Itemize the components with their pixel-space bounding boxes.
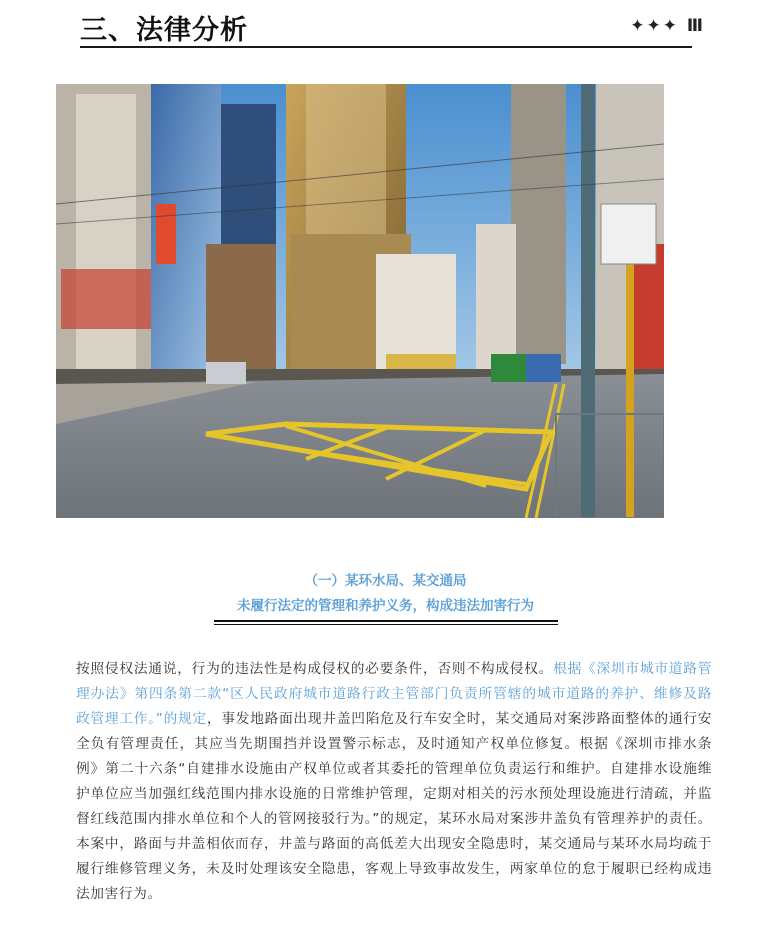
subheading-double-rule	[214, 620, 558, 625]
body-paragraph	[76, 657, 712, 907]
subheading-line-2: 未履行法定的管理和养护义务，构成违法加害行为	[237, 598, 534, 614]
subheading-line-1: （一）某环水局、某交通局	[304, 573, 467, 589]
section-title: 三、法律分析	[80, 15, 248, 46]
body-text-continuation: ，事发地路面出现井盖凹陷危及行车安全时，某交通局对案涉路面整体的通行安全负有管理责任，其应当先期围挡并设置警示标志，及时通知产权单位修复。根据《深圳市排水条例》第二十六条“自建排水设施由产权单位或者其委托的管理单位负责运行和维护。自建排水设施维护单位应当加强红线范围内排水设施的日常维护管理，定期对相关的污水预处理设施进行清疏，并监督红线范围内排水单位和个人的管网接驳行为。”的规定，某环水局对案涉井盖负有管理养护的责任。本案中，路面与井盖相依而存，井盖与路面的高低差大出现安全隐患时，某交通局与某环水局均疏于履行维修管理义务，未及时处理该安全隐患，客观上导致事故发生，两家单位的怠于履职已经构成违法加害行为。	[76, 711, 712, 902]
body-text-intro: 按照侵权法通说，行为的违法性是构成侵权的必要条件，否则不构成侵权。	[76, 661, 554, 677]
roman-numeral-decoration: ✦✦✦ Ⅲ	[630, 16, 705, 36]
subsection-heading	[0, 570, 771, 625]
title-underline	[80, 46, 692, 48]
body-text-highlight: 根据《深圳市城市道路管理办法》第四条第二款“区人民政府城市道路行政主管部门负责所管辖的城市道路的养护、维修及路政管理工作。”的规定	[76, 661, 712, 727]
street-scene-photo	[56, 84, 664, 518]
section-header	[0, 0, 771, 60]
